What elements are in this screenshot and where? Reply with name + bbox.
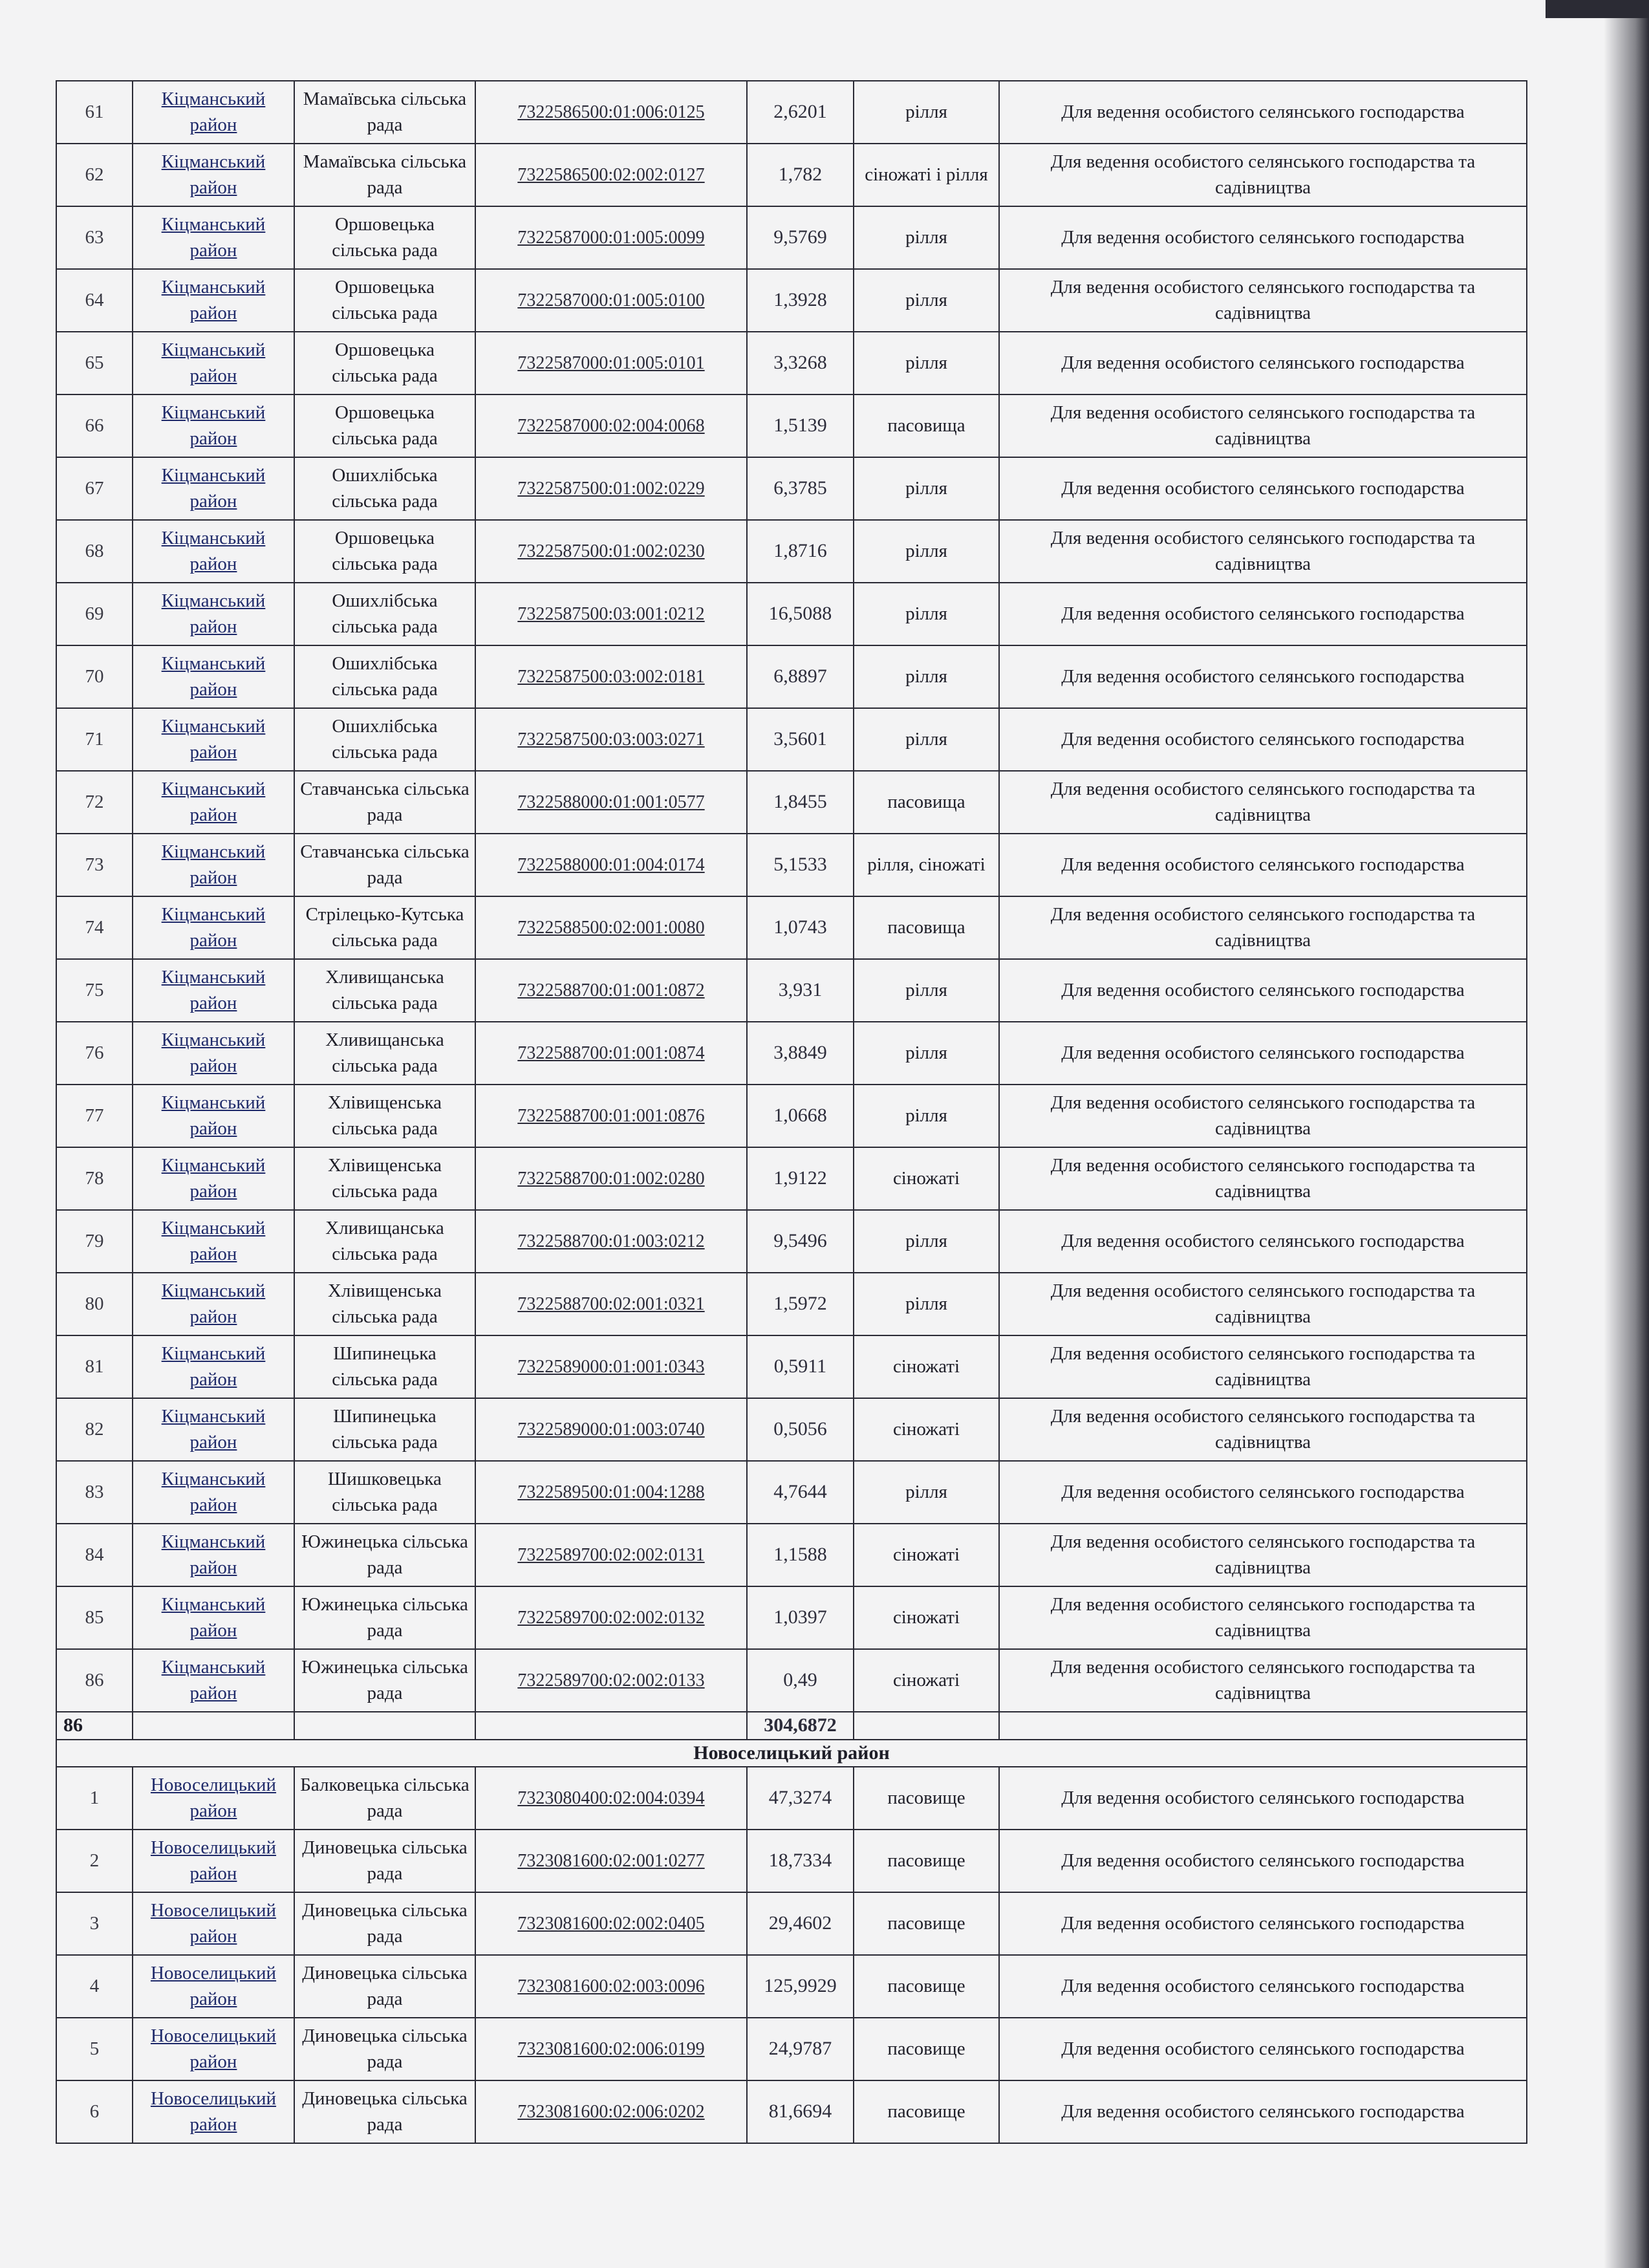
table-row (56, 269, 1527, 332)
total-empty-cell (854, 1712, 999, 1740)
section-title: Новоселицький район (56, 1740, 1527, 1767)
area-value: 3,3268 (747, 332, 854, 394)
area-value: 1,8455 (747, 771, 854, 834)
cadastral-number-link[interactable]: 7322587500:03:003:0271 (475, 708, 747, 771)
table-row (56, 1461, 1527, 1524)
table-row (56, 1398, 1527, 1461)
area-value: 1,1588 (747, 1524, 854, 1586)
area-value: 1,3928 (747, 269, 854, 332)
purpose-text: Для ведення особистого селянського господарства (999, 1767, 1527, 1830)
row-number: 73 (56, 834, 133, 896)
row-number: 83 (56, 1461, 133, 1524)
purpose-text: Для ведення особистого селянського господарства та садівництва (999, 1398, 1527, 1461)
cadastral-number-link[interactable]: 7322588500:02:001:0080 (475, 896, 747, 959)
purpose-text: Для ведення особистого селянського господарства (999, 1830, 1527, 1892)
row-number: 79 (56, 1210, 133, 1273)
total-row (56, 1712, 1527, 1740)
row-number: 5 (56, 2018, 133, 2080)
purpose-text: Для ведення особистого селянського господарства (999, 959, 1527, 1022)
purpose-text: Для ведення особистого селянського господарства та садівництва (999, 1649, 1527, 1712)
cadastral-number-link[interactable]: 7322588700:02:001:0321 (475, 1273, 747, 1335)
row-number: 1 (56, 1767, 133, 1830)
table-row (56, 771, 1527, 834)
land-type: рілля (854, 1085, 999, 1147)
council-name: Оршовецька сільська рада (294, 394, 475, 457)
table-row (56, 332, 1527, 394)
area-value: 0,5056 (747, 1398, 854, 1461)
cadastral-number-link[interactable]: 7323081600:02:003:0096 (475, 1955, 747, 2018)
table-row (56, 583, 1527, 645)
cadastral-number-link[interactable]: 7323081600:02:006:0199 (475, 2018, 747, 2080)
cadastral-number-link[interactable]: 7322588700:01:001:0874 (475, 1022, 747, 1085)
district-link[interactable]: Кіцманський район (133, 1335, 294, 1398)
council-name: Шипинецька сільська рада (294, 1398, 475, 1461)
cadastral-number-link[interactable]: 7323080400:02:004:0394 (475, 1767, 747, 1830)
area-value: 0,5911 (747, 1335, 854, 1398)
council-name: Хливищанська сільська рада (294, 959, 475, 1022)
cadastral-number-link[interactable]: 7322586500:02:002:0127 (475, 144, 747, 206)
area-value: 1,5972 (747, 1273, 854, 1335)
district-link[interactable]: Новоселицький район (133, 1767, 294, 1830)
row-number: 84 (56, 1524, 133, 1586)
land-type: пасовища (854, 394, 999, 457)
land-type: пасовище (854, 2080, 999, 2143)
purpose-text: Для ведення особистого селянського господарства та садівництва (999, 144, 1527, 206)
land-type: рілля (854, 520, 999, 583)
table-row (56, 1892, 1527, 1955)
land-plots-body (56, 81, 1527, 2143)
land-type: пасовище (854, 2018, 999, 2080)
cadastral-number-link[interactable]: 7322587000:01:005:0100 (475, 269, 747, 332)
area-value: 6,8897 (747, 645, 854, 708)
table-row (56, 1273, 1527, 1335)
row-number: 82 (56, 1398, 133, 1461)
row-number: 68 (56, 520, 133, 583)
land-type: рілля (854, 1022, 999, 1085)
cadastral-number-link[interactable]: 7322587000:02:004:0068 (475, 394, 747, 457)
land-type: рілля (854, 1210, 999, 1273)
table-row (56, 1335, 1527, 1398)
area-value: 3,8849 (747, 1022, 854, 1085)
purpose-text: Для ведення особистого селянського господарства та садівництва (999, 771, 1527, 834)
district-link[interactable]: Кіцманський район (133, 771, 294, 834)
table-row (56, 896, 1527, 959)
council-name: Диновецька сільська рада (294, 2080, 475, 2143)
row-number: 72 (56, 771, 133, 834)
table-row (56, 1085, 1527, 1147)
purpose-text: Для ведення особистого селянського господарства (999, 645, 1527, 708)
table-row (56, 1524, 1527, 1586)
row-number: 62 (56, 144, 133, 206)
purpose-text: Для ведення особистого селянського господарства (999, 332, 1527, 394)
land-type: рілля (854, 269, 999, 332)
cadastral-number-link[interactable]: 7322588000:01:001:0577 (475, 771, 747, 834)
table-row (56, 1147, 1527, 1210)
council-name: Южинецька сільська рада (294, 1524, 475, 1586)
area-value: 16,5088 (747, 583, 854, 645)
area-value: 1,5139 (747, 394, 854, 457)
area-value: 24,9787 (747, 2018, 854, 2080)
cadastral-number-link[interactable]: 7322586500:01:006:0125 (475, 81, 747, 144)
district-link[interactable]: Кіцманський район (133, 144, 294, 206)
table-row (56, 1830, 1527, 1892)
district-link[interactable]: Кіцманський район (133, 1147, 294, 1210)
council-name: Диновецька сільська рада (294, 1955, 475, 2018)
cadastral-number-link[interactable]: 7322587000:01:005:0101 (475, 332, 747, 394)
council-name: Диновецька сільська рада (294, 1892, 475, 1955)
cadastral-number-link[interactable]: 7322587500:01:002:0230 (475, 520, 747, 583)
purpose-text: Для ведення особистого селянського господарства (999, 1955, 1527, 2018)
row-number: 66 (56, 394, 133, 457)
row-number: 67 (56, 457, 133, 520)
council-name: Хливищанська сільська рада (294, 1022, 475, 1085)
cadastral-number-link[interactable]: 7322589700:02:002:0133 (475, 1649, 747, 1712)
land-type: рілля (854, 206, 999, 269)
district-link[interactable]: Новоселицький район (133, 2080, 294, 2143)
council-name: Ошихлібська сільська рада (294, 645, 475, 708)
land-type: рілля (854, 959, 999, 1022)
area-value: 1,8716 (747, 520, 854, 583)
table-row (56, 2080, 1527, 2143)
cadastral-number-link[interactable]: 7322588700:01:003:0212 (475, 1210, 747, 1273)
table-row (56, 457, 1527, 520)
area-value: 0,49 (747, 1649, 854, 1712)
land-type: рілля (854, 1273, 999, 1335)
district-link[interactable]: Кіцманський район (133, 708, 294, 771)
cadastral-number-link[interactable]: 7322589000:01:003:0740 (475, 1398, 747, 1461)
purpose-text: Для ведення особистого селянського господарства та садівництва (999, 1524, 1527, 1586)
table-row (56, 959, 1527, 1022)
table-row (56, 2018, 1527, 2080)
district-link[interactable]: Кіцманський район (133, 1022, 294, 1085)
council-name: Ставчанська сільська рада (294, 834, 475, 896)
total-area: 304,6872 (747, 1712, 854, 1740)
area-value: 9,5769 (747, 206, 854, 269)
area-value: 1,782 (747, 144, 854, 206)
table-row (56, 1767, 1527, 1830)
land-type: пасовище (854, 1767, 999, 1830)
land-type: рілля (854, 81, 999, 144)
row-number: 76 (56, 1022, 133, 1085)
table-row (56, 394, 1527, 457)
district-link[interactable]: Кіцманський район (133, 269, 294, 332)
council-name: Ошихлібська сільська рада (294, 457, 475, 520)
row-number: 85 (56, 1586, 133, 1649)
land-type: сіножаті (854, 1586, 999, 1649)
council-name: Мамаївська сільська рада (294, 81, 475, 144)
purpose-text: Для ведення особистого селянського господарства та садівництва (999, 1273, 1527, 1335)
table-row (56, 1210, 1527, 1273)
council-name: Ставчанська сільська рада (294, 771, 475, 834)
purpose-text: Для ведення особистого селянського господарства (999, 2080, 1527, 2143)
land-type: пасовища (854, 896, 999, 959)
table-row (56, 520, 1527, 583)
row-number: 86 (56, 1649, 133, 1712)
land-type: пасовище (854, 1892, 999, 1955)
row-number: 69 (56, 583, 133, 645)
land-type: рілля (854, 708, 999, 771)
council-name: Шипинецька сільська рада (294, 1335, 475, 1398)
district-link[interactable]: Кіцманський район (133, 1273, 294, 1335)
council-name: Оршовецька сільська рада (294, 520, 475, 583)
area-value: 81,6694 (747, 2080, 854, 2143)
row-number: 71 (56, 708, 133, 771)
area-value: 18,7334 (747, 1830, 854, 1892)
district-link[interactable]: Кіцманський район (133, 206, 294, 269)
row-number: 65 (56, 332, 133, 394)
cadastral-number-link[interactable]: 7322588700:01:002:0280 (475, 1147, 747, 1210)
table-row (56, 206, 1527, 269)
council-name: Оршовецька сільська рада (294, 269, 475, 332)
scan-edge-corner (1546, 0, 1649, 18)
area-value: 3,931 (747, 959, 854, 1022)
land-type: рілля (854, 645, 999, 708)
area-value: 2,6201 (747, 81, 854, 144)
area-value: 47,3274 (747, 1767, 854, 1830)
row-number: 6 (56, 2080, 133, 2143)
cadastral-number-link[interactable]: 7322589000:01:001:0343 (475, 1335, 747, 1398)
purpose-text: Для ведення особистого селянського господарства (999, 1892, 1527, 1955)
row-number: 80 (56, 1273, 133, 1335)
row-number: 3 (56, 1892, 133, 1955)
section-header-row (56, 1740, 1527, 1767)
area-value: 1,0668 (747, 1085, 854, 1147)
purpose-text: Для ведення особистого селянського господарства та садівництва (999, 520, 1527, 583)
land-type: сіножаті (854, 1524, 999, 1586)
district-link[interactable]: Кіцманський район (133, 1085, 294, 1147)
purpose-text: Для ведення особистого селянського господарства (999, 708, 1527, 771)
land-plots-table (56, 80, 1527, 2144)
total-empty-cell (133, 1712, 294, 1740)
land-type: сіножаті (854, 1398, 999, 1461)
district-link[interactable]: Кіцманський район (133, 645, 294, 708)
council-name: Хлівищенська сільська рада (294, 1273, 475, 1335)
table-row (56, 1649, 1527, 1712)
cadastral-number-link[interactable]: 7322589700:02:002:0131 (475, 1524, 747, 1586)
table-row (56, 834, 1527, 896)
cadastral-number-link[interactable]: 7323081600:02:002:0405 (475, 1892, 747, 1955)
total-empty-cell (294, 1712, 475, 1740)
land-type: рілля (854, 332, 999, 394)
table-row (56, 1022, 1527, 1085)
purpose-text: Для ведення особистого селянського господарства (999, 206, 1527, 269)
area-value: 1,0743 (747, 896, 854, 959)
land-type: пасовища (854, 771, 999, 834)
purpose-text: Для ведення особистого селянського господарства та садівництва (999, 1147, 1527, 1210)
land-type: сіножаті (854, 1147, 999, 1210)
district-link[interactable]: Новоселицький район (133, 1892, 294, 1955)
purpose-text: Для ведення особистого селянського господарства (999, 81, 1527, 144)
total-count: 86 (56, 1712, 133, 1740)
district-link[interactable]: Кіцманський район (133, 834, 294, 896)
land-type: рілля (854, 1461, 999, 1524)
row-number: 4 (56, 1955, 133, 2018)
purpose-text: Для ведення особистого селянського господарства та садівництва (999, 269, 1527, 332)
district-link[interactable]: Кіцманський район (133, 332, 294, 394)
council-name: Южинецька сільська рада (294, 1649, 475, 1712)
table-row (56, 1955, 1527, 2018)
district-link[interactable]: Кіцманський район (133, 1524, 294, 1586)
row-number: 74 (56, 896, 133, 959)
cadastral-number-link[interactable]: 7322589500:01:004:1288 (475, 1461, 747, 1524)
council-name: Шишковецька сільська рада (294, 1461, 475, 1524)
cadastral-number-link[interactable]: 7323081600:02:006:0202 (475, 2080, 747, 2143)
purpose-text: Для ведення особистого селянського господарства (999, 2018, 1527, 2080)
row-number: 78 (56, 1147, 133, 1210)
land-type: сіножаті і рілля (854, 144, 999, 206)
district-link[interactable]: Кіцманський район (133, 81, 294, 144)
purpose-text: Для ведення особистого селянського господарства та садівництва (999, 394, 1527, 457)
council-name: Балковецька сільська рада (294, 1767, 475, 1830)
cadastral-number-link[interactable]: 7323081600:02:001:0277 (475, 1830, 747, 1892)
row-number: 81 (56, 1335, 133, 1398)
table-row (56, 81, 1527, 144)
district-link[interactable]: Кіцманський район (133, 520, 294, 583)
council-name: Стрілецько-Кутська сільська рада (294, 896, 475, 959)
area-value: 3,5601 (747, 708, 854, 771)
district-link[interactable]: Кіцманський район (133, 1649, 294, 1712)
area-value: 6,3785 (747, 457, 854, 520)
row-number: 61 (56, 81, 133, 144)
purpose-text: Для ведення особистого селянського господарства та садівництва (999, 1586, 1527, 1649)
row-number: 75 (56, 959, 133, 1022)
district-link[interactable]: Кіцманський район (133, 457, 294, 520)
district-link[interactable]: Новоселицький район (133, 1830, 294, 1892)
row-number: 2 (56, 1830, 133, 1892)
area-value: 4,7644 (747, 1461, 854, 1524)
purpose-text: Для ведення особистого селянського господарства та садівництва (999, 1085, 1527, 1147)
council-name: Хлівищенська сільська рада (294, 1147, 475, 1210)
cadastral-number-link[interactable]: 7322588000:01:004:0174 (475, 834, 747, 896)
cadastral-number-link[interactable]: 7322587500:03:002:0181 (475, 645, 747, 708)
purpose-text: Для ведення особистого селянського господарства (999, 583, 1527, 645)
council-name: Хливищанська сільська рада (294, 1210, 475, 1273)
land-type: пасовище (854, 1830, 999, 1892)
row-number: 64 (56, 269, 133, 332)
cadastral-number-link[interactable]: 7322588700:01:001:0872 (475, 959, 747, 1022)
land-type: сіножаті (854, 1335, 999, 1398)
area-value: 5,1533 (747, 834, 854, 896)
row-number: 70 (56, 645, 133, 708)
council-name: Хлівищенська сільська рада (294, 1085, 475, 1147)
purpose-text: Для ведення особистого селянського господарства та садівництва (999, 1335, 1527, 1398)
district-link[interactable]: Кіцманський район (133, 959, 294, 1022)
district-link[interactable]: Кіцманський район (133, 1461, 294, 1524)
purpose-text: Для ведення особистого селянського господарства (999, 1210, 1527, 1273)
row-number: 63 (56, 206, 133, 269)
purpose-text: Для ведення особистого селянського господарства (999, 1022, 1527, 1085)
council-name: Ошихлібська сільська рада (294, 708, 475, 771)
purpose-text: Для ведення особистого селянського господарства (999, 457, 1527, 520)
cadastral-number-link[interactable]: 7322587500:03:001:0212 (475, 583, 747, 645)
district-link[interactable]: Кіцманський район (133, 1586, 294, 1649)
cadastral-number-link[interactable]: 7322587000:01:005:0099 (475, 206, 747, 269)
area-value: 29,4602 (747, 1892, 854, 1955)
area-value: 1,9122 (747, 1147, 854, 1210)
cadastral-number-link[interactable]: 7322587500:01:002:0229 (475, 457, 747, 520)
purpose-text: Для ведення особистого селянського господарства (999, 834, 1527, 896)
district-link[interactable]: Кіцманський район (133, 1398, 294, 1461)
district-link[interactable]: Кіцманський район (133, 394, 294, 457)
district-link[interactable]: Кіцманський район (133, 583, 294, 645)
land-type: рілля (854, 457, 999, 520)
council-name: Южинецька сільська рада (294, 1586, 475, 1649)
cadastral-number-link[interactable]: 7322589700:02:002:0132 (475, 1586, 747, 1649)
total-empty-cell (475, 1712, 747, 1740)
council-name: Ошихлібська сільська рада (294, 583, 475, 645)
table-row (56, 645, 1527, 708)
council-name: Оршовецька сільська рада (294, 332, 475, 394)
area-value: 125,9929 (747, 1955, 854, 2018)
land-type: рілля (854, 583, 999, 645)
scan-edge-shadow (1604, 0, 1649, 2268)
cadastral-number-link[interactable]: 7322588700:01:001:0876 (475, 1085, 747, 1147)
district-link[interactable]: Кіцманський район (133, 896, 294, 959)
land-type: рілля, сіножаті (854, 834, 999, 896)
council-name: Диновецька сільська рада (294, 1830, 475, 1892)
council-name: Диновецька сільська рада (294, 2018, 475, 2080)
purpose-text: Для ведення особистого селянського господарства та садівництва (999, 896, 1527, 959)
council-name: Мамаївська сільська рада (294, 144, 475, 206)
district-link[interactable]: Новоселицький район (133, 2018, 294, 2080)
land-type: сіножаті (854, 1649, 999, 1712)
area-value: 1,0397 (747, 1586, 854, 1649)
area-value: 9,5496 (747, 1210, 854, 1273)
district-link[interactable]: Новоселицький район (133, 1955, 294, 2018)
table-row (56, 144, 1527, 206)
district-link[interactable]: Кіцманський район (133, 1210, 294, 1273)
table-row (56, 1586, 1527, 1649)
table-row (56, 708, 1527, 771)
council-name: Оршовецька сільська рада (294, 206, 475, 269)
purpose-text: Для ведення особистого селянського господарства (999, 1461, 1527, 1524)
total-empty-cell (999, 1712, 1527, 1740)
land-type: пасовище (854, 1955, 999, 2018)
row-number: 77 (56, 1085, 133, 1147)
